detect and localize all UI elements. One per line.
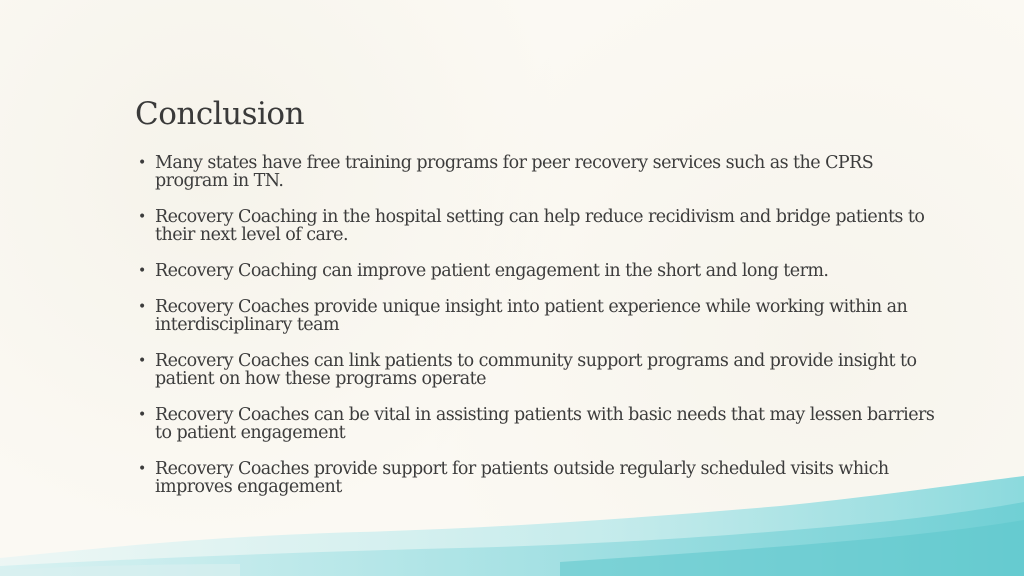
bullet-list xyxy=(136,154,936,514)
bullet-text: Recovery Coaches can be vital in assisting patients with basic needs that may lessen barriers to patient engagement xyxy=(155,405,935,443)
slide-title: Conclusion xyxy=(135,96,305,132)
bullet-text: Recovery Coaching can improve patient engagement in the short and long term. xyxy=(155,261,829,281)
bullet-dot: • xyxy=(138,461,146,477)
bullet-dot: • xyxy=(138,155,146,171)
bullet-text: Recovery Coaches provide unique insight into patient experience while working within an interdisciplinary team xyxy=(155,297,908,335)
bullet-dot: • xyxy=(138,353,146,369)
bullet-dot: • xyxy=(138,407,146,423)
bullet-item xyxy=(136,460,936,496)
bullet-dot: • xyxy=(138,299,146,315)
bullet-item xyxy=(136,352,936,388)
bullet-dot: • xyxy=(138,263,146,279)
bullet-dot: • xyxy=(138,209,146,225)
bullet-item xyxy=(136,298,936,334)
bullet-item xyxy=(136,262,936,280)
bullet-item xyxy=(136,208,936,244)
bullet-item xyxy=(136,154,936,190)
bullet-text: Recovery Coaching in the hospital setting can help reduce recidivism and bridge patients to their next level of care. xyxy=(155,207,925,245)
bullet-text: Many states have free training programs for peer recovery services such as the CPRS program in TN. xyxy=(155,153,874,191)
bullet-text: Recovery Coaches can link patients to community support programs and provide insight to patient on how these programs operate xyxy=(155,351,917,389)
bullet-text: Recovery Coaches provide support for patients outside regularly scheduled visits which improves engagement xyxy=(155,459,889,497)
bullet-item xyxy=(136,406,936,442)
